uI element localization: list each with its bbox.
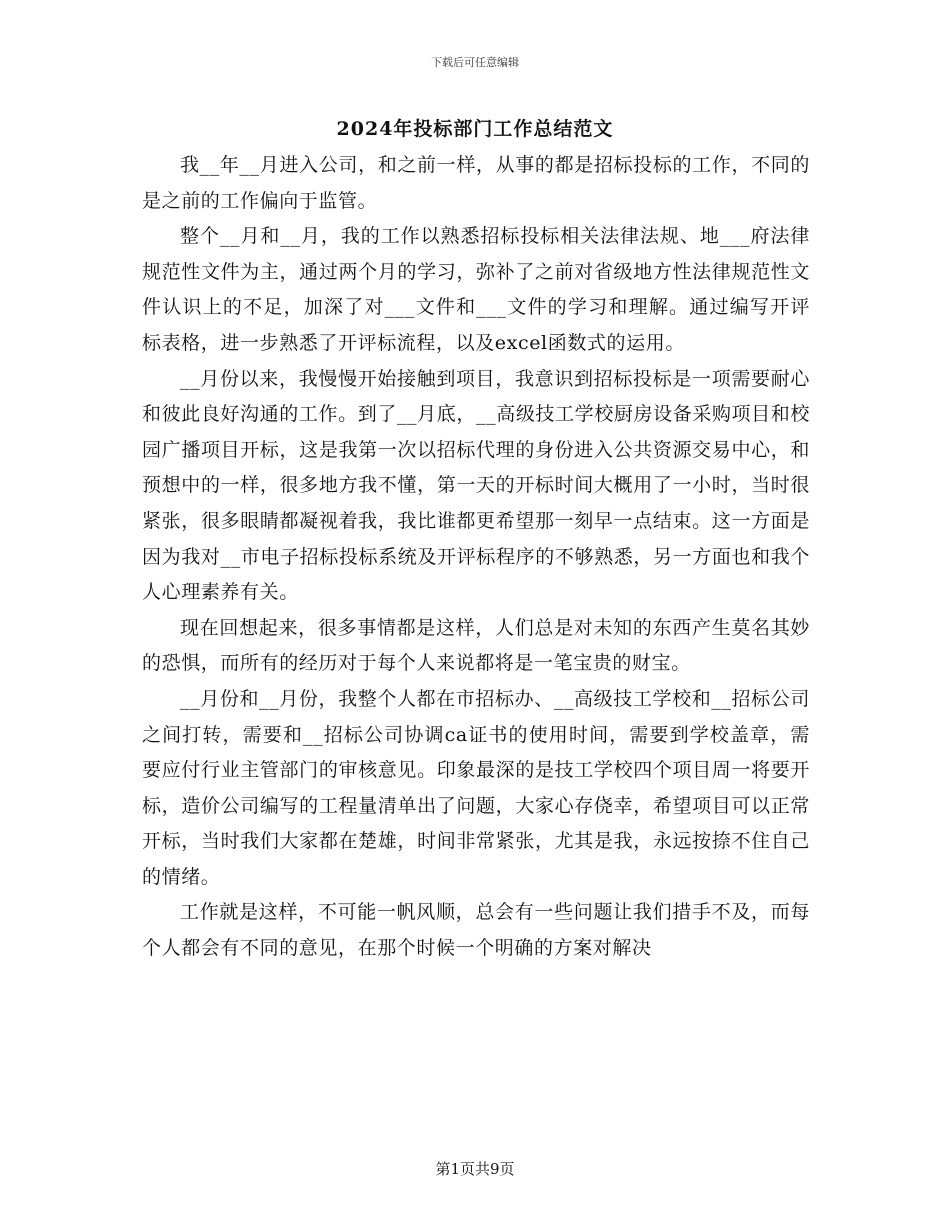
paragraph: __月份和__月份，我整个人都在市招标办、__高级技工学校和__招标公司之间打转，需要和__招标公司协调ca证书的使用时间，需要到学校盖章，需要应付行业主管部门的审核意见。印象最深的是技工学校四个项目周一将要开标，造价公司编写的工程量清单出了问题，大家心存侥幸，希望项目可以正常开标，当时我们大家都在楚雄，时间非常紧张，尤其是我，永远按捺不住自己的情绪。	[142, 687, 810, 888]
paragraph: 工作就是这样，不可能一帆风顺，总会有一些问题让我们措手不及，而每个人都会有不同的意见，在那个时候一个明确的方案对解决	[142, 901, 810, 960]
header-note: 下载后可任意编辑	[431, 56, 519, 69]
paragraph: __月份以来，我慢慢开始接触到项目，我意识到招标投标是一项需要耐心和彼此良好沟通的工作。到了__月底，__高级技工学校厨房设备采购项目和校园广播项目开标，这是我第一次以招标代理的身份进入公共资源交易中心，和预想中的一样，很多地方我不懂，第一天的开标时间大概用了一小时，当时很紧张，很多眼睛都凝视着我，我比谁都更希望那一刻早一点结束。这一方面是因为我对__市电子招标投标系统及开评标程序的不够熟悉，另一方面也和我个人心理素养有关。	[142, 367, 810, 604]
page-number: 第1页共9页	[435, 1160, 515, 1178]
paragraph: 我__年__月进入公司，和之前一样，从事的都是招标投标的工作，不同的是之前的工作偏向于监管。	[142, 154, 810, 212]
paragraph: 现在回想起来，很多事情都是这样，人们总是对未知的东西产生莫名其妙的恐惧，而所有的经历对于每个人来说都将是一笔宝贵的财宝。	[142, 616, 810, 675]
document-body	[142, 148, 810, 967]
document-title: 2024年投标部门工作总结范文	[336, 118, 614, 140]
paragraph: 整个__月和__月，我的工作以熟悉招标投标相关法律法规、地___府法律规范性文件为主，通过两个月的学习，弥补了之前对省级地方性法律规范性文件认识上的不足，加深了对___文件和___文件的学习和理解。通过编写开评标表格，进一步熟悉了开评标流程，以及excel函数式的运用。	[142, 225, 810, 354]
